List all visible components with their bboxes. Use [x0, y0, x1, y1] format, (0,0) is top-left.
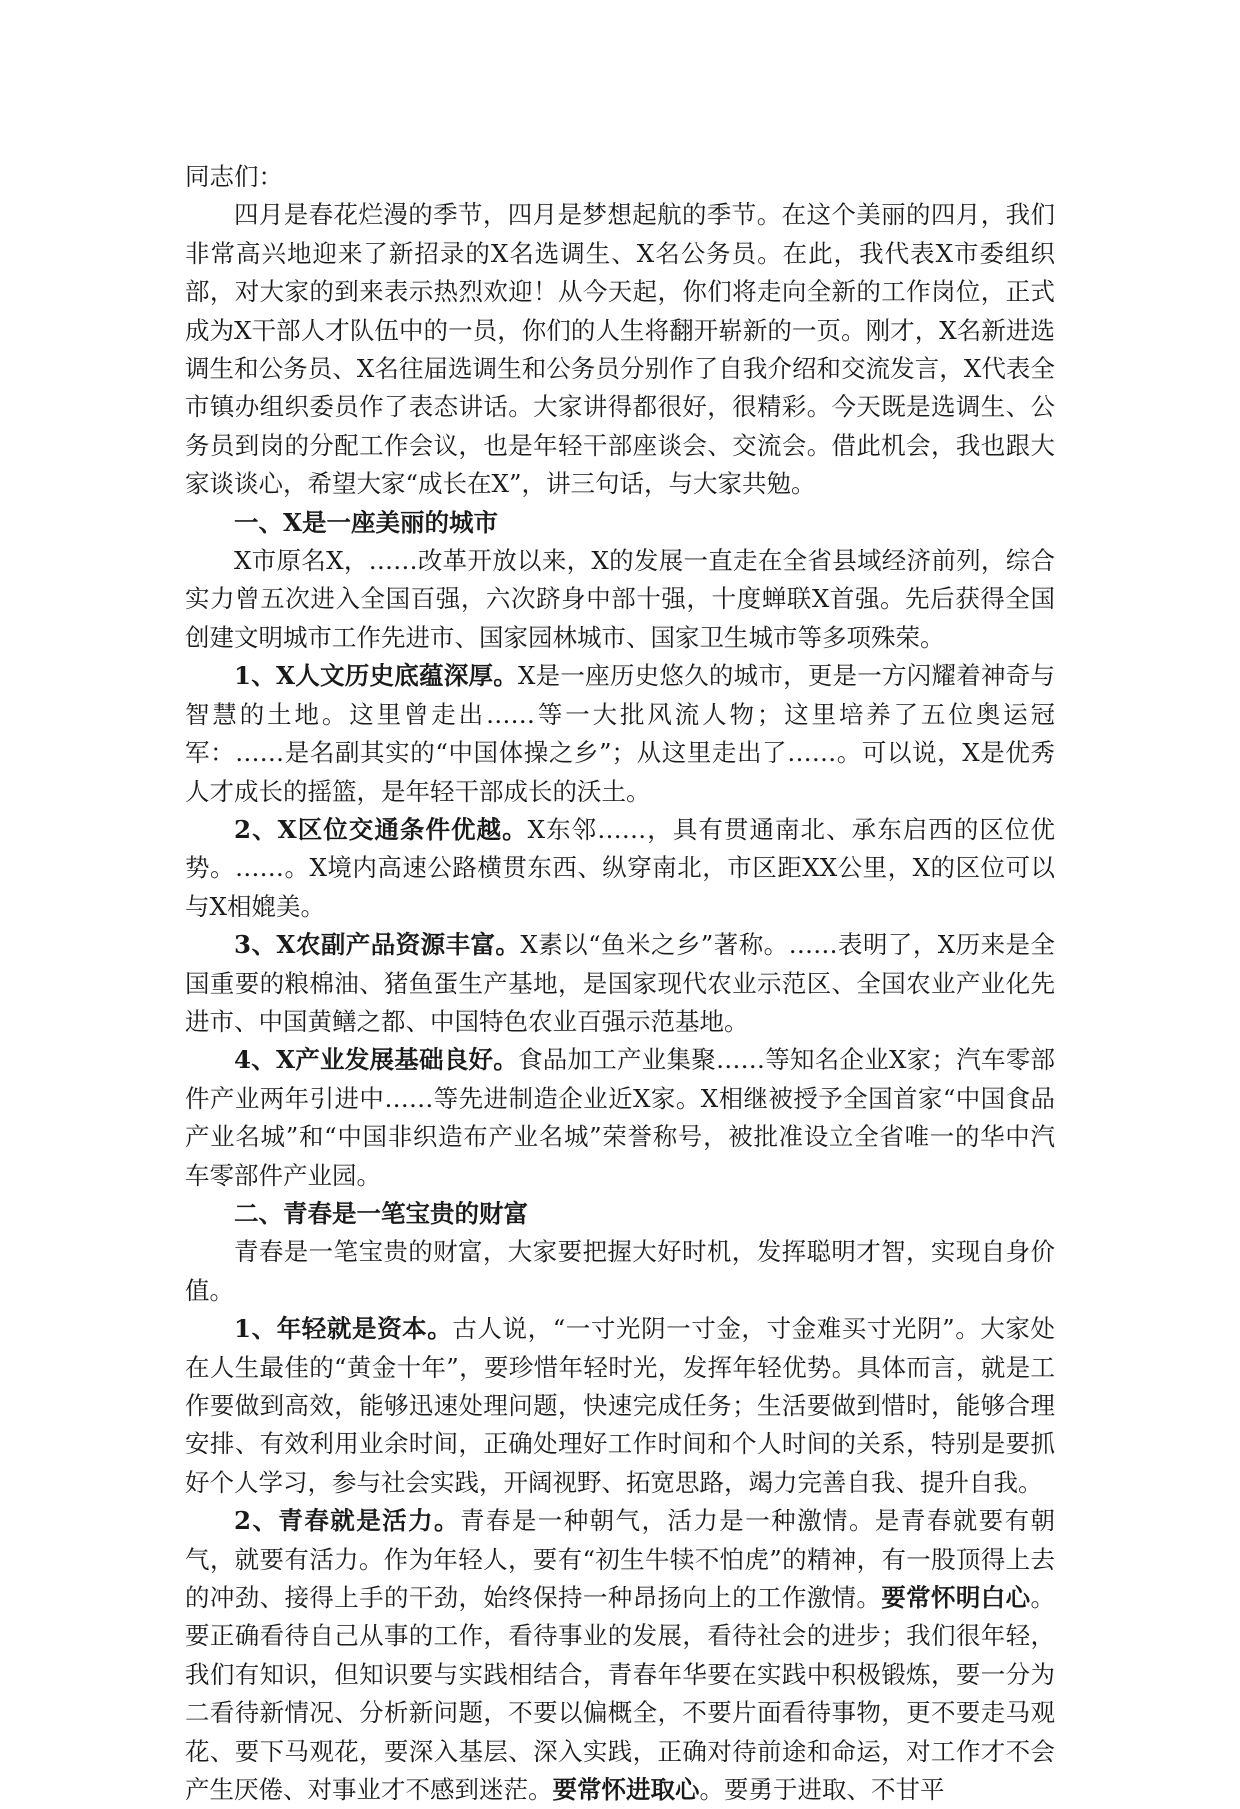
section-2-intro: 青春是一笔宝贵的财富，大家要把握大好时机，发挥聪明才智，实现自身价值。: [185, 1237, 1055, 1305]
document-page: [185, 158, 1055, 1809]
emphasis-phrase: 要常怀明白心: [881, 1583, 1031, 1613]
intro-paragraph: 四月是春花烂漫的季节，四月是梦想起航的季节。在这个美丽的四月，我们非常高兴地迎来了新招录的X名选调生、X名公务员。在此，我代表X市委组织部，对大家的到来表示热烈欢迎！从今天起，你们将走向全新的工作岗位，正式成为X干部人才队伍中的一员，你们的人生将翻开崭新的一页。刚才，X名新进选调生和公务员、X名往届选调生和公务员分别作了自我介绍和交流发言，X代表全市镇办组织委员作了表态讲话。大家讲得都很好，很精彩。今天既是选调生、公务员到岗的分配工作会议，也是年轻干部座谈会、交流会。借此机会，我也跟大家谈谈心，希望大家“成长在X”，讲三句话，与大家共勉。: [185, 200, 1055, 499]
section-2-point-1: [185, 1310, 1055, 1502]
point-body: 。要正确看待自己从事的工作，看待事业的发展，看待社会的进步；我们很年轻，我们有知识，但知识要与实践相结合，青春年华要在实践中积极锻炼，要一分为二看待新情况、分析新问题，不要以偏概全，不要片面看待事物，更不要走马观花、要下马观花，要深入基层、深入实践，正确对待前途和命运，对工作才不会产生厌倦、对事业才不感到迷茫。: [185, 1583, 1056, 1805]
point-lead: 1、X人文历史底蕴深厚。: [234, 661, 518, 691]
point-lead: 3、X农副产品资源丰富。: [234, 930, 521, 960]
section-1-intro: X市原名X，……改革开放以来，X的发展一直走在全省县域经济前列，综合实力曾五次进入全国百强，六次跻身中部十强，十度蝉联X首强。先后获得全国创建文明城市工作先进市、国家园林城市、国家卫生城市等多项殊荣。: [185, 546, 1055, 652]
section-1-point-3: [185, 926, 1055, 1041]
section-heading-2: 二、青春是一笔宝贵的财富: [234, 1198, 528, 1228]
section-1-point-2: [185, 811, 1055, 926]
point-body: X是一座历史悠久的城市，更是一方闪耀着神奇与智慧的土地。这里曾走出……等一大批风流人物；这里培养了五位奥运冠军：……是名副其实的“中国体操之乡”；从这里走出了……。可以说，X是优秀人才成长的摇篮，是年轻干部成长的沃土。: [185, 661, 1055, 806]
point-body: 青春是一种朝气，活力是一种激情。是青春就要有朝气，就要有活力。作为年轻人，要有“初生牛犊不怕虎”的精神，有一股顶得上去的冲劲、接得上手的干劲，始终保持一种昂扬向上的工作激情。: [185, 1506, 1055, 1613]
salutation: 同志们：: [185, 162, 283, 191]
point-lead: 2、青春就是活力。: [234, 1506, 460, 1536]
point-body: X东邻……，具有贯通南北、承东启西的区位优势。……。X境内高速公路横贯东西、纵穿南北，市区距XX公里，X的区位可以与X相媲美。: [185, 814, 1055, 921]
point-body: X素以“鱼米之乡”著称。……表明了，X历来是全国重要的粮棉油、猪鱼蛋生产基地，是国家现代农业示范区、全国农业产业化先进市、中国黄鳝之都、中国特色农业百强示范基地。: [185, 930, 1055, 1036]
emphasis-phrase: 要常怀进取心: [552, 1775, 700, 1805]
point-lead: 1、年轻就是资本。: [234, 1314, 453, 1344]
point-lead: 4、X产业发展基础良好。: [234, 1045, 519, 1075]
section-1-point-4: [185, 1041, 1055, 1195]
point-body: 食品加工产业集聚……等知名企业X家；汽车零部件产业两年引进中……等先进制造企业近X家。X相继被授予全国首家“中国食品产业名城”和“中国非织造布产业名城”荣誉称号，被批准设立全省唯一的华中汽车零部件产业园。: [185, 1045, 1055, 1190]
point-lead: 2、X区位交通条件优越。: [234, 814, 528, 844]
section-2-point-2: [185, 1502, 1055, 1809]
point-body: 。要勇于进取、不甘平: [699, 1775, 945, 1805]
section-heading-1: 一、X是一座美丽的城市: [234, 507, 499, 537]
point-body: 古人说，“一寸光阴一寸金，寸金难买寸光阴”。大家处在人生最佳的“黄金十年”，要珍惜年轻时光，发挥年轻优势。具体而言，就是工作要做到高效，能够迅速处理问题，快速完成任务；生活要做到惜时，能够合理安排、有效利用业余时间，正确处理好工作时间和个人时间的关系，特别是要抓好个人学习，参与社会实践，开阔视野、拓宽思路，竭力完善自我、提升自我。: [185, 1314, 1055, 1497]
section-1-point-1: [185, 657, 1055, 811]
